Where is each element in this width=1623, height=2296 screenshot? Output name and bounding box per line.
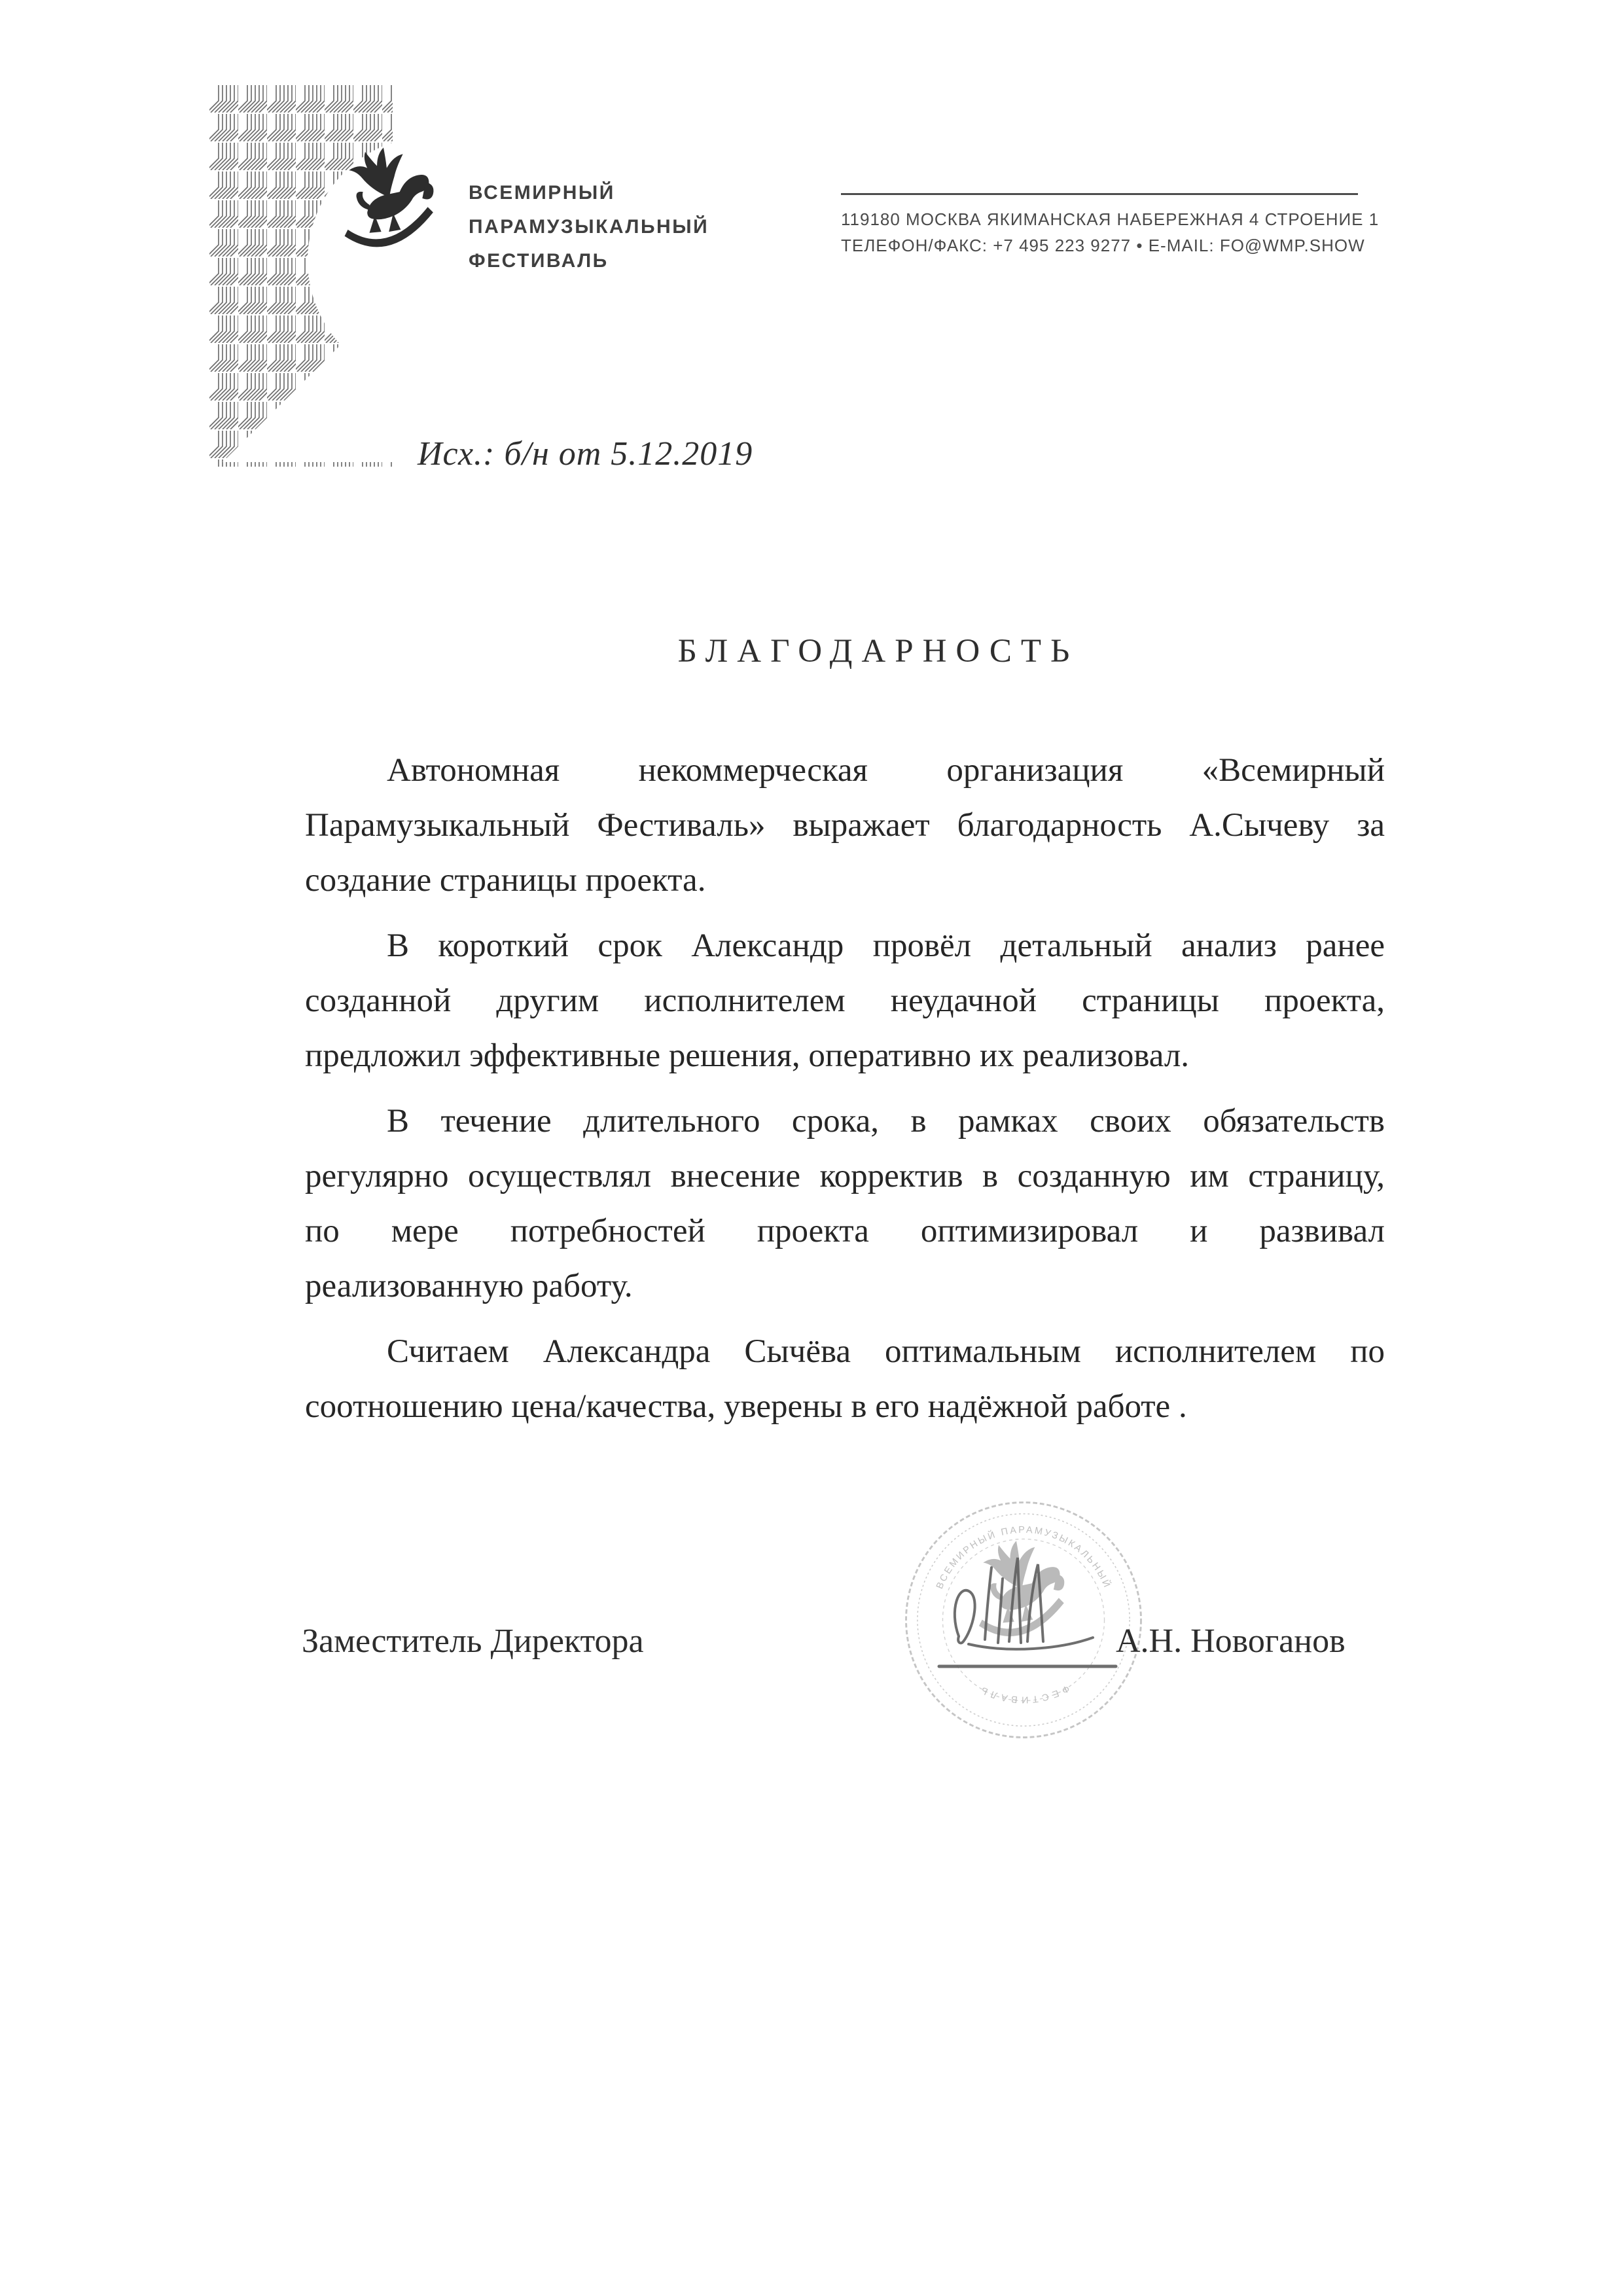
signer-name: А.Н. Новоганов — [1116, 1623, 1346, 1660]
brand-line-3: ФЕСТИВАЛЬ — [469, 250, 609, 272]
body-line: В течение длительного срока, в рамках своих обязательств — [387, 1103, 1385, 1139]
contact-phone-email-line: ТЕЛЕФОН/ФАКС: +7 495 223 9277 • E-MAIL: FO@WMP.SHOW — [841, 236, 1365, 255]
signer-position-title: Заместитель Директора — [302, 1623, 644, 1660]
body-line: регулярно осуществлял внесение корректив в созданную им страницу, — [305, 1158, 1385, 1194]
body-line: создание страницы проекта. — [305, 862, 706, 899]
paragraph-3 — [305, 1094, 1385, 1314]
stamp-arc-text-bottom: ФЕСТИВАЛЬ — [976, 1683, 1071, 1705]
body-line: Автономная некоммерческая организация «Всемирный — [387, 752, 1385, 789]
stamp-arc-text-top: ВСЕМИРНЫЙ ПАРАМУЗЫКАЛЬНЫЙ — [934, 1524, 1113, 1591]
paragraph-4 — [305, 1324, 1385, 1434]
body-line: Считаем Александра Сычёва оптимальным исполнителем по — [387, 1333, 1385, 1370]
paragraph-1 — [305, 743, 1385, 908]
body-line: Парамузыкальный Фестиваль» выражает благодарность А.Сычеву за — [305, 807, 1385, 844]
paragraph-2 — [305, 918, 1385, 1083]
body-line: созданной другим исполнителем неудачной страницы проекта, — [305, 982, 1385, 1019]
body-line: предложил эффективные решения, оперативно их реализовал. — [305, 1037, 1190, 1074]
contact-block — [841, 206, 1380, 259]
body-line: В короткий срок Александр провёл детальный анализ ранее — [387, 927, 1385, 964]
body-line: по мере потребностей проекта оптимизировал и развивал — [305, 1213, 1385, 1249]
brand-line-1: ВСЕМИРНЫЙ — [469, 182, 615, 204]
contact-address-line: 119180 МОСКВА ЯКИМАНСКАЯ НАБЕРЕЖНАЯ 4 СТРОЕНИЕ 1 — [841, 209, 1380, 229]
letter-body — [305, 743, 1385, 1444]
header-divider-rule — [841, 193, 1358, 195]
handwritten-signature — [929, 1538, 1126, 1679]
brand-wordmark — [469, 176, 709, 278]
outgoing-reference-line: Исх.: б/н от 5.12.2019 — [418, 435, 753, 473]
svg-text:ФЕСТИВАЛЬ — [976, 1683, 1071, 1704]
brand-line-2: ПАРАМУЗЫКАЛЬНЫЙ — [469, 216, 709, 238]
body-line: соотношению цена/качества, уверены в его надёжной работе . — [305, 1388, 1187, 1425]
body-line: реализованную работу. — [305, 1268, 633, 1304]
pegasus-rocking-horse-logo-icon — [337, 141, 445, 256]
document-title: БЛАГОДАРНОСТЬ — [677, 633, 1079, 670]
